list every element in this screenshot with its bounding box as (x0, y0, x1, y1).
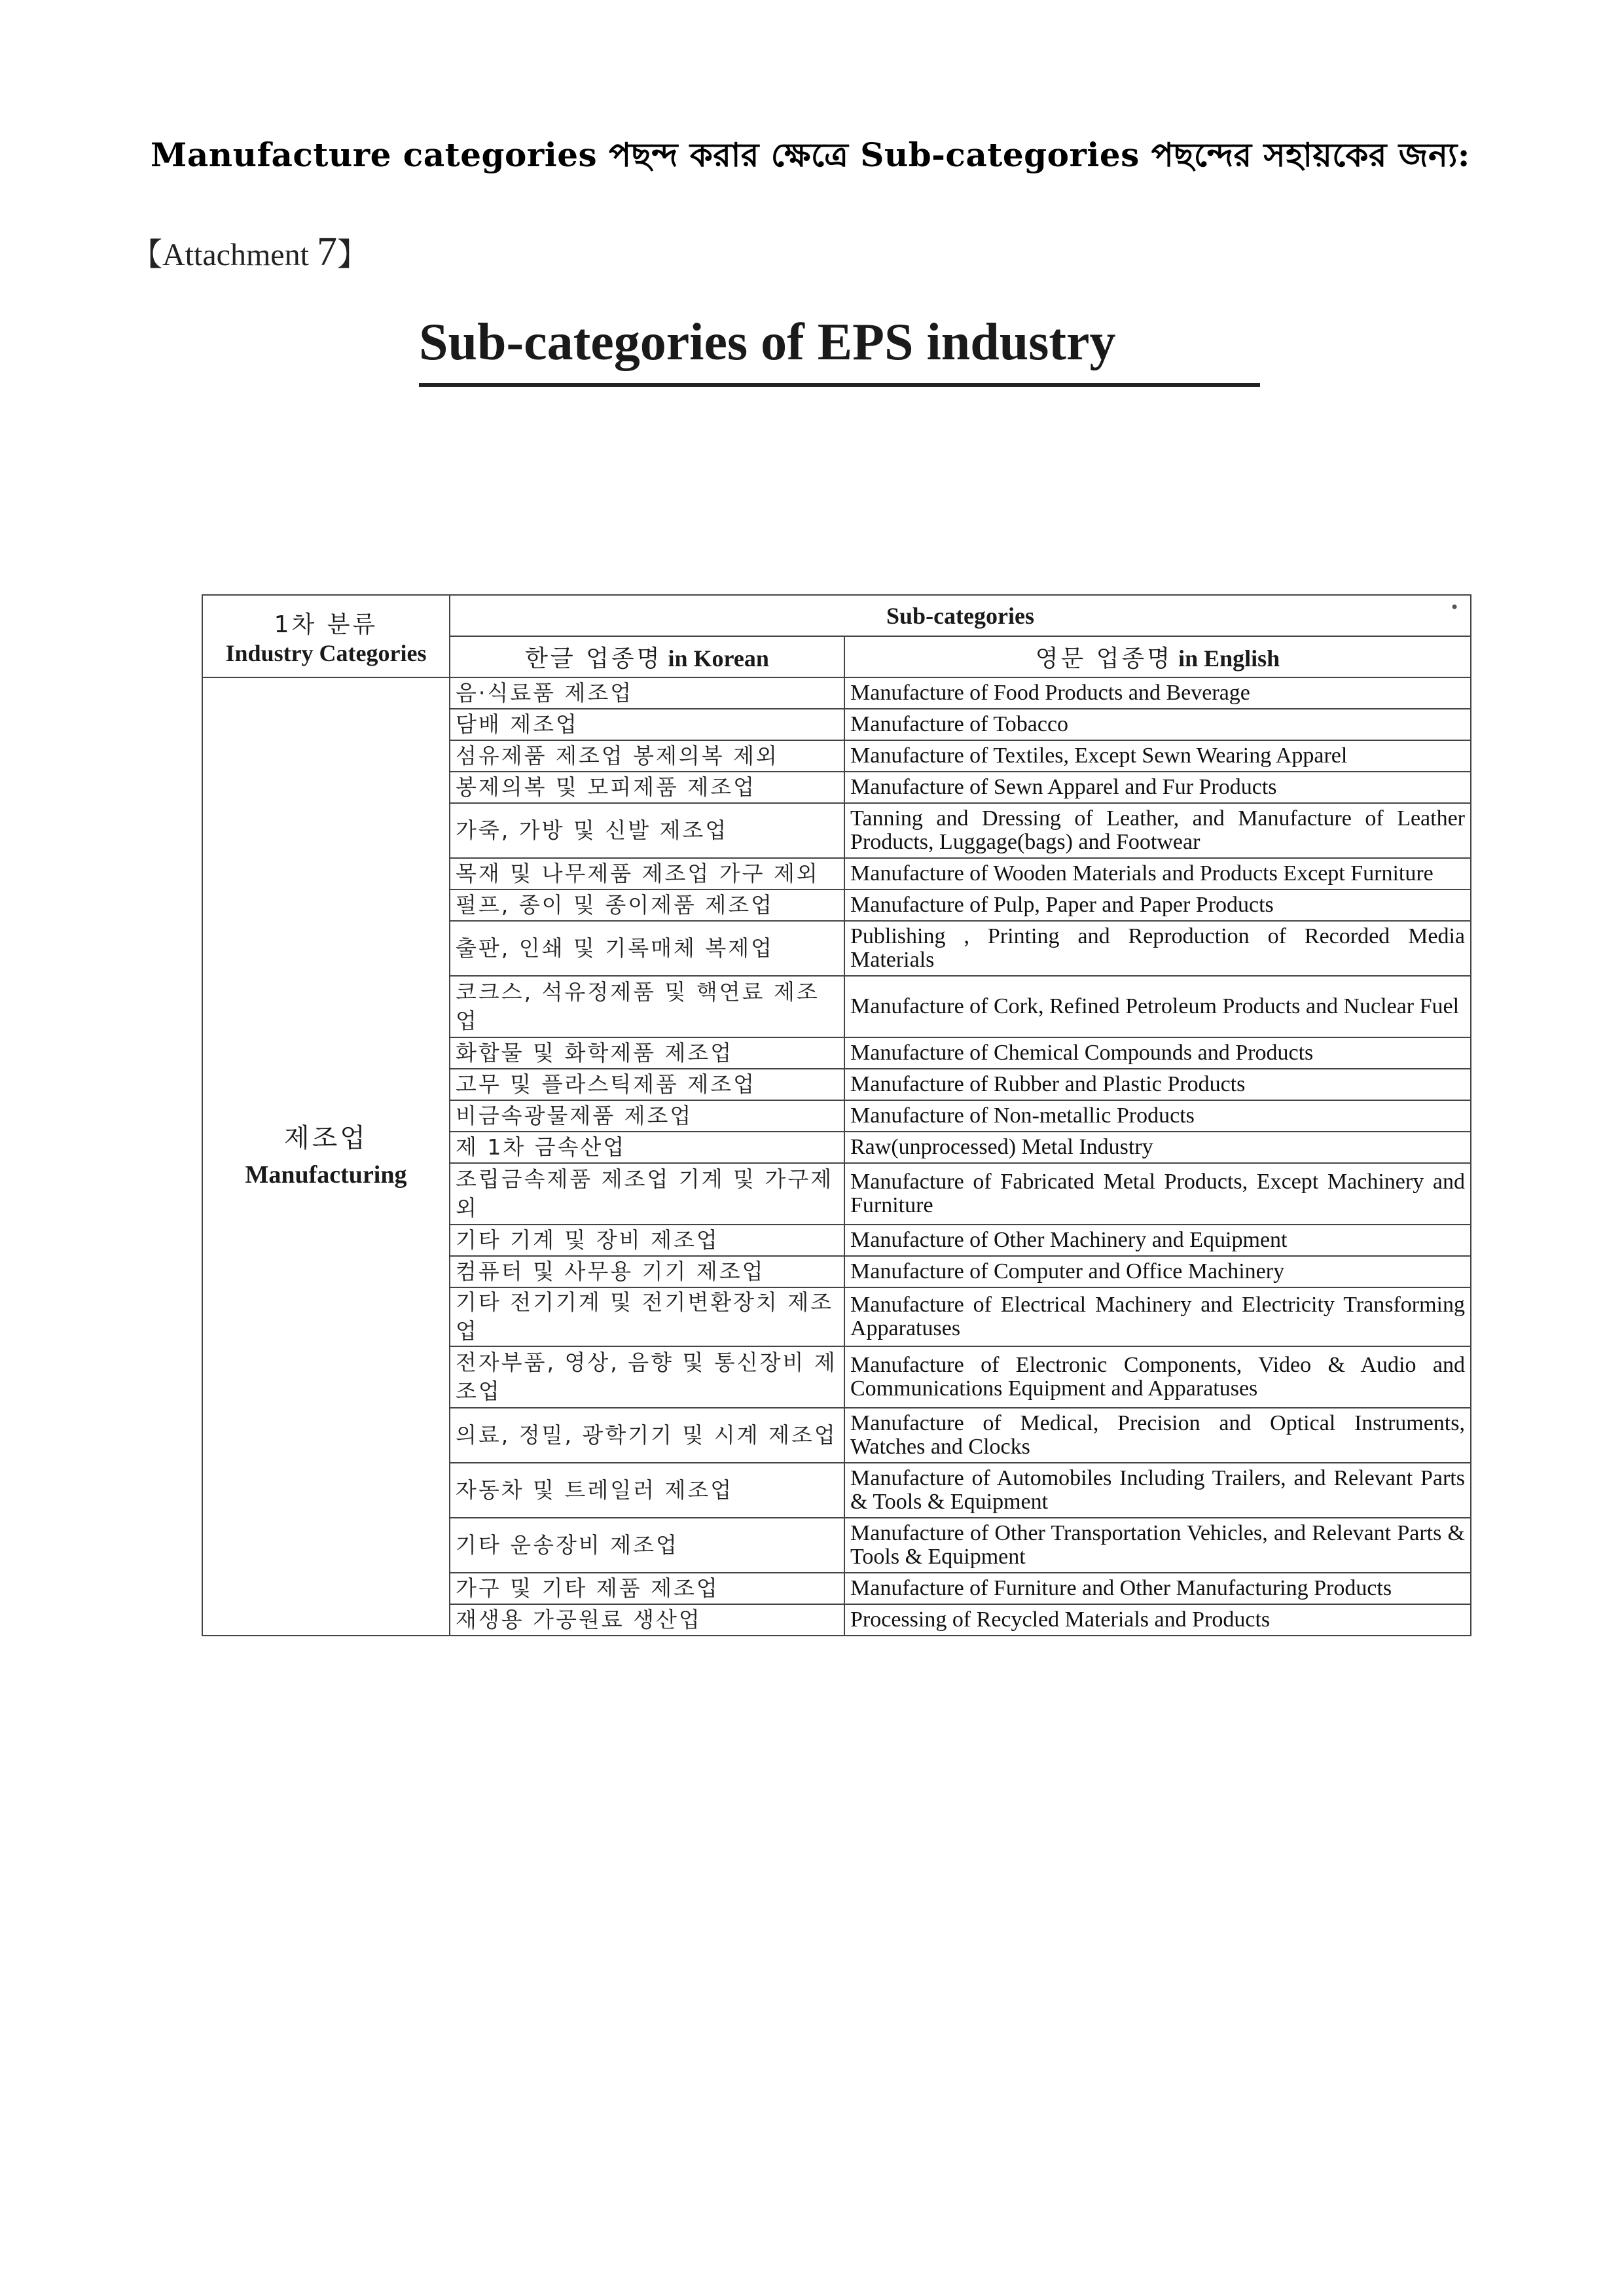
english-header-kr: 영문 업종명 (1035, 645, 1173, 672)
english-subcategory-cell: Manufacture of Textiles, Except Sewn Wearing Apparel (844, 740, 1471, 772)
english-subcategory-cell: Manufacture of Fabricated Metal Products, Except Machinery and Furniture (844, 1163, 1471, 1225)
attachment-number: 7 (316, 230, 337, 274)
document-title: Sub-categories of EPS industry (419, 314, 1116, 371)
english-subcategory-cell: Manufacture of Tobacco (844, 709, 1471, 740)
korean-subcategory-cell: 봉제의복 및 모피제품 제조업 (450, 772, 844, 803)
title-underline (419, 383, 1260, 387)
english-subcategory-cell: Manufacture of Electronic Components, Video & Audio and Communications Equipment and Apparatuses (844, 1346, 1471, 1408)
english-subcategory-cell: Manufacture of Chemical Compounds and Products (844, 1037, 1471, 1069)
korean-subcategory-cell: 재생용 가공원료 생산업 (450, 1604, 844, 1636)
english-subcategory-cell: Manufacture of Cork, Refined Petroleum Products and Nuclear Fuel (844, 976, 1471, 1037)
english-subcategory-cell: Manufacture of Rubber and Plastic Products (844, 1069, 1471, 1100)
korean-subcategory-cell: 기타 운송장비 제조업 (450, 1518, 844, 1573)
korean-subcategory-cell: 의료, 정밀, 광학기기 및 시계 제조업 (450, 1408, 844, 1463)
korean-subcategory-cell: 전자부품, 영상, 음향 및 통신장비 제조업 (450, 1346, 844, 1408)
english-header-en: in English (1172, 645, 1280, 672)
korean-subcategory-cell: 코크스, 석유정제품 및 핵연료 제조업 (450, 976, 844, 1037)
korean-subcategory-cell: 출판, 인쇄 및 기록매체 복제업 (450, 921, 844, 976)
english-subcategory-cell: Manufacture of Medical, Precision and Optical Instruments, Watches and Clocks (844, 1408, 1471, 1463)
korean-subcategory-cell: 조립금속제품 제조업 기계 및 가구제외 (450, 1163, 844, 1225)
attachment-text: Attachment (162, 238, 317, 272)
english-subcategory-cell: Processing of Recycled Materials and Products (844, 1604, 1471, 1636)
attachment-label (131, 229, 369, 276)
category-header-korean: 1차 분류 (274, 611, 378, 638)
english-subcategory-cell: Tanning and Dressing of Leather, and Manufacture of Leather Products, Luggage(bags) and Footwear (844, 803, 1471, 858)
korean-header-kr: 한글 업종명 (525, 645, 662, 672)
korean-subcategory-cell: 담배 제조업 (450, 709, 844, 740)
english-subcategory-cell: Manufacture of Food Products and Beverage (844, 677, 1471, 709)
english-subcategory-cell: Manufacture of Sewn Apparel and Fur Products (844, 772, 1471, 803)
korean-subcategory-cell: 가구 및 기타 제품 제조업 (450, 1573, 844, 1604)
korean-subcategory-cell: 화합물 및 화학제품 제조업 (450, 1037, 844, 1069)
subcategories-table (202, 594, 1471, 1636)
korean-subcategory-cell: 비금속광물제품 제조업 (450, 1100, 844, 1132)
category-english: Manufacturing (245, 1161, 407, 1189)
korean-subcategory-cell: 기타 기계 및 장비 제조업 (450, 1225, 844, 1256)
english-subcategory-cell: Raw(unprocessed) Metal Industry (844, 1132, 1471, 1163)
korean-subcategory-cell: 음·식료품 제조업 (450, 677, 844, 709)
english-subcategory-cell: Manufacture of Pulp, Paper and Paper Products (844, 889, 1471, 921)
korean-subcategory-cell: 기타 전기기계 및 전기변환장치 제조업 (450, 1287, 844, 1346)
english-subcategory-cell: Manufacture of Automobiles Including Trailers, and Relevant Parts & Tools & Equipment (844, 1463, 1471, 1518)
english-subcategory-cell: Manufacture of Other Machinery and Equipment (844, 1225, 1471, 1256)
korean-subcategory-cell: 펄프, 종이 및 종이제품 제조업 (450, 889, 844, 921)
category-korean: 제조업 (284, 1123, 368, 1153)
english-subcategory-cell: Publishing , Printing and Reproduction of Recorded Media Materials (844, 921, 1471, 976)
attachment-close-bracket: 】 (336, 238, 369, 272)
korean-subcategory-cell: 목재 및 나무제품 제조업 가구 제외 (450, 858, 844, 889)
english-subcategory-cell: Manufacture of Furniture and Other Manufacturing Products (844, 1573, 1471, 1604)
korean-subcategory-cell: 제 1차 금속산업 (450, 1132, 844, 1163)
scan-mark: • (1450, 598, 1460, 617)
english-subcategory-cell: Manufacture of Wooden Materials and Products Except Furniture (844, 858, 1471, 889)
korean-header-en: in Korean (662, 645, 769, 672)
korean-subcategory-cell: 섬유제품 제조업 봉제의복 제외 (450, 740, 844, 772)
subcategories-header: Sub-categories (450, 595, 1471, 636)
korean-subcategory-cell: 자동차 및 트레일러 제조업 (450, 1463, 844, 1518)
page-heading: Manufacture categories পছন্দ করার ক্ষেত্রে Sub-categories পছন্দের সহায়কের জন্য: (151, 135, 1470, 174)
english-subcategory-cell: Manufacture of Non-metallic Products (844, 1100, 1471, 1132)
table-row (202, 677, 1471, 709)
korean-subcategory-cell: 컴퓨터 및 사무용 기기 제조업 (450, 1256, 844, 1287)
korean-subcategory-cell: 가죽, 가방 및 신발 제조업 (450, 803, 844, 858)
korean-name-header (450, 636, 844, 677)
category-header-english: Industry Categories (225, 639, 427, 666)
english-subcategory-cell: Manufacture of Other Transportation Vehicles, and Relevant Parts & Tools & Equipment (844, 1518, 1471, 1573)
english-subcategory-cell: Manufacture of Computer and Office Machinery (844, 1256, 1471, 1287)
english-subcategory-cell: Manufacture of Electrical Machinery and Electricity Transforming Apparatuses (844, 1287, 1471, 1346)
industry-category-cell (202, 677, 450, 1636)
english-name-header (844, 636, 1471, 677)
korean-subcategory-cell: 고무 및 플라스틱제품 제조업 (450, 1069, 844, 1100)
industry-category-header (202, 595, 450, 677)
attachment-open-bracket: 【 (131, 238, 163, 272)
